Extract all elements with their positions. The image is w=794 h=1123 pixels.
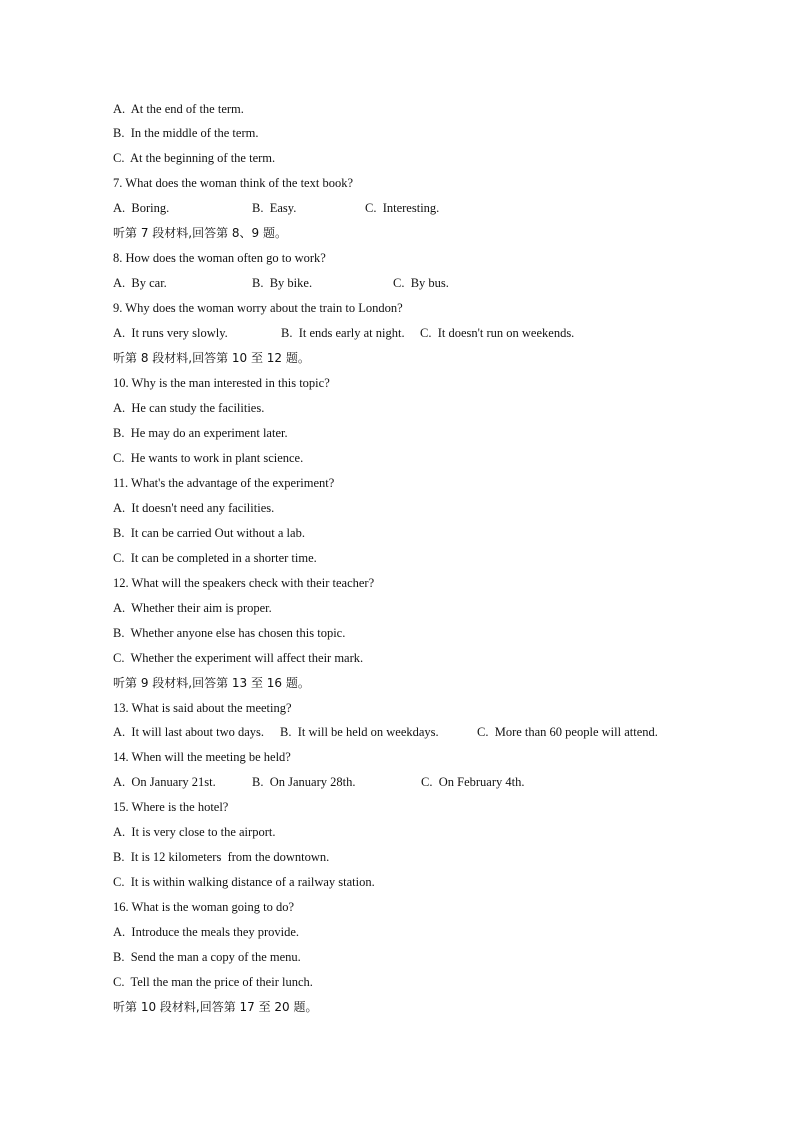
q7-option-b: B. Easy.: [252, 201, 297, 215]
question-15: 15. Where is the hotel?: [113, 800, 229, 814]
q14-option-c: C. On February 4th.: [421, 775, 525, 789]
q9-option-b: B. It ends early at night.: [281, 326, 405, 340]
q7-option-c: C. Interesting.: [365, 201, 440, 215]
question-8: 8. How does the woman often go to work?: [113, 251, 326, 265]
q6-option-b: B. In the middle of the term.: [113, 126, 259, 140]
q14-option-a: A. On January 21st.: [113, 775, 216, 789]
q13-option-c: C. More than 60 people will attend.: [477, 725, 658, 739]
q8-option-c: C. By bus.: [393, 276, 449, 290]
q6-option-a: A. At the end of the term.: [113, 102, 244, 116]
q7-option-a: A. Boring.: [113, 201, 170, 215]
section-heading-9: 听第 9 段材料,回答第 13 至 16 题。: [113, 676, 310, 690]
q11-option-a: A. It doesn't need any facilities.: [113, 501, 275, 515]
question-12: 12. What will the speakers check with their teacher?: [113, 576, 375, 590]
question-10: 10. Why is the man interested in this topic?: [113, 376, 330, 390]
q16-option-c: C. Tell the man the price of their lunch.: [113, 975, 313, 989]
q6-option-c: C. At the beginning of the term.: [113, 151, 276, 165]
q14-option-b: B. On January 28th.: [252, 775, 356, 789]
section-heading-7: 听第 7 段材料,回答第 8、9 题。: [113, 226, 287, 240]
q11-option-b: B. It can be carried Out without a lab.: [113, 526, 305, 540]
section-heading-8: 听第 8 段材料,回答第 10 至 12 题。: [113, 351, 310, 365]
question-7: 7. What does the woman think of the text book?: [113, 176, 353, 190]
q15-option-a: A. It is very close to the airport.: [113, 825, 276, 839]
q10-option-b: B. He may do an experiment later.: [113, 426, 288, 440]
q16-option-a: A. Introduce the meals they provide.: [113, 925, 300, 939]
q8-option-b: B. By bike.: [252, 276, 313, 290]
q13-option-a: A. It will last about two days.: [113, 725, 265, 739]
q9-option-a: A. It runs very slowly.: [113, 326, 228, 340]
q16-option-b: B. Send the man a copy of the menu.: [113, 950, 301, 964]
q12-option-c: C. Whether the experiment will affect their mark.: [113, 651, 364, 665]
q11-option-c: C. It can be completed in a shorter time.: [113, 551, 317, 565]
q10-option-a: A. He can study the facilities.: [113, 401, 265, 415]
q8-option-a: A. By car.: [113, 276, 167, 290]
question-16: 16. What is the woman going to do?: [113, 900, 294, 914]
q10-option-c: C. He wants to work in plant science.: [113, 451, 304, 465]
question-11: 11. What's the advantage of the experiment?: [113, 476, 335, 490]
q12-option-b: B. Whether anyone else has chosen this topic.: [113, 626, 346, 640]
q15-option-b: B. It is 12 kilometers from the downtown.: [113, 850, 330, 864]
question-9: 9. Why does the woman worry about the train to London?: [113, 301, 403, 315]
question-13: 13. What is said about the meeting?: [113, 701, 292, 715]
q12-option-a: A. Whether their aim is proper.: [113, 601, 272, 615]
question-14: 14. When will the meeting be held?: [113, 750, 291, 764]
q15-option-c: C. It is within walking distance of a railway station.: [113, 875, 375, 889]
section-heading-10: 听第 10 段材料,回答第 17 至 20 题。: [113, 1000, 318, 1014]
q13-option-b: B. It will be held on weekdays.: [280, 725, 439, 739]
q9-option-c: C. It doesn't run on weekends.: [420, 326, 575, 340]
